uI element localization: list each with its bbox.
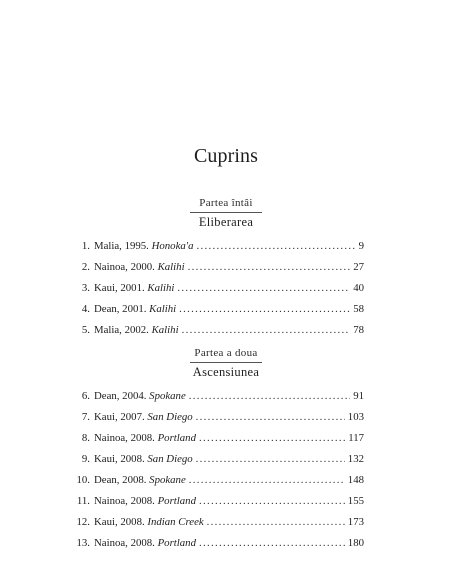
entry-page: 180 <box>347 537 364 549</box>
entry-number: 7. <box>81 411 90 423</box>
entry-title: Nainoa, 2000. <box>94 261 158 273</box>
entry-number: 3. <box>81 282 90 294</box>
dot-leader <box>182 322 351 338</box>
entry-number: 11. <box>76 495 90 507</box>
entry-page: 27 <box>353 261 364 273</box>
entry-number: 8. <box>81 432 90 444</box>
entry-title: Dean, 2008. <box>94 474 150 486</box>
entry-place: Kalihi <box>149 303 177 315</box>
entry-number: 6. <box>81 390 90 402</box>
part-2-rule <box>190 362 262 363</box>
entry-page: 58 <box>353 303 364 315</box>
entry-page: 9 <box>358 240 364 252</box>
entry-title: Dean, 2001. <box>94 303 150 315</box>
entry-page: 155 <box>347 495 364 507</box>
entry-place: Kalihi <box>157 261 185 273</box>
toc-entry[interactable] <box>70 493 364 509</box>
entry-page: 40 <box>353 282 364 294</box>
entry-title: Dean, 2004. <box>94 390 150 402</box>
entry-page: 173 <box>347 516 364 528</box>
entry-number: 2. <box>81 261 90 273</box>
dot-leader <box>189 472 345 488</box>
dot-leader <box>199 535 345 551</box>
entry-page: 78 <box>353 324 364 336</box>
entry-place: Portland <box>157 495 196 507</box>
entry-place: San Diego <box>147 453 193 465</box>
part-1-title: Eliberarea <box>198 215 254 229</box>
part-1-rule <box>190 212 262 213</box>
entry-place: Portland <box>157 537 196 549</box>
dot-leader <box>196 238 355 254</box>
toc-entry[interactable] <box>70 259 364 275</box>
entry-title: Nainoa, 2008. <box>94 495 158 507</box>
toc-entry[interactable] <box>70 322 364 338</box>
entry-place: Indian Creek <box>147 516 204 528</box>
entry-number: 1. <box>81 240 90 252</box>
entry-place: Spokane <box>149 390 186 402</box>
entry-page: 103 <box>347 411 364 423</box>
entry-number: 4. <box>81 303 90 315</box>
entry-place: San Diego <box>147 411 193 423</box>
part-2-label: Partea a doua <box>194 347 258 359</box>
entry-title: Malia, 2002. <box>94 324 152 336</box>
dot-leader <box>196 451 345 467</box>
toc-entry[interactable] <box>70 409 364 425</box>
entry-place: Honoka'a <box>151 240 194 252</box>
entry-number: 12. <box>76 516 90 528</box>
entry-title: Kaui, 2001. <box>94 282 148 294</box>
entry-title: Kaui, 2008. <box>94 453 148 465</box>
entry-place: Spokane <box>149 474 186 486</box>
part-1-label: Partea întâi <box>199 197 253 209</box>
entry-page: 91 <box>353 390 364 402</box>
toc-entry[interactable] <box>70 238 364 254</box>
part-2-title: Ascensiunea <box>192 365 260 379</box>
toc-entry[interactable] <box>70 280 364 296</box>
dot-leader <box>188 259 351 275</box>
entry-page: 148 <box>347 474 364 486</box>
entry-title: Kaui, 2008. <box>94 516 148 528</box>
entry-place: Kalihi <box>147 282 175 294</box>
dot-leader <box>196 409 345 425</box>
page-title: Cuprins <box>193 145 259 167</box>
entry-number: 13. <box>76 537 90 549</box>
entry-title: Nainoa, 2008. <box>94 537 158 549</box>
entry-page: 117 <box>348 432 364 444</box>
entry-number: 5. <box>81 324 90 336</box>
dot-leader <box>199 493 345 509</box>
toc-entry[interactable] <box>70 388 364 404</box>
toc-entry[interactable] <box>70 301 364 317</box>
dot-leader <box>177 280 350 296</box>
toc-entry[interactable] <box>70 472 364 488</box>
toc-entry[interactable] <box>70 451 364 467</box>
toc-entry[interactable] <box>70 514 364 530</box>
entry-place: Portland <box>157 432 196 444</box>
entry-title: Malia, 1995. <box>94 240 152 252</box>
entry-number: 9. <box>81 453 90 465</box>
entry-number: 10. <box>76 474 90 486</box>
toc-entry[interactable] <box>70 535 364 551</box>
dot-leader <box>199 430 345 446</box>
entry-place: Kalihi <box>151 324 179 336</box>
entry-title: Kaui, 2007. <box>94 411 148 423</box>
dot-leader <box>189 388 350 404</box>
entry-page: 132 <box>347 453 364 465</box>
dot-leader <box>207 514 345 530</box>
entry-title: Nainoa, 2008. <box>94 432 158 444</box>
dot-leader <box>179 301 350 317</box>
toc-entry[interactable] <box>70 430 364 446</box>
